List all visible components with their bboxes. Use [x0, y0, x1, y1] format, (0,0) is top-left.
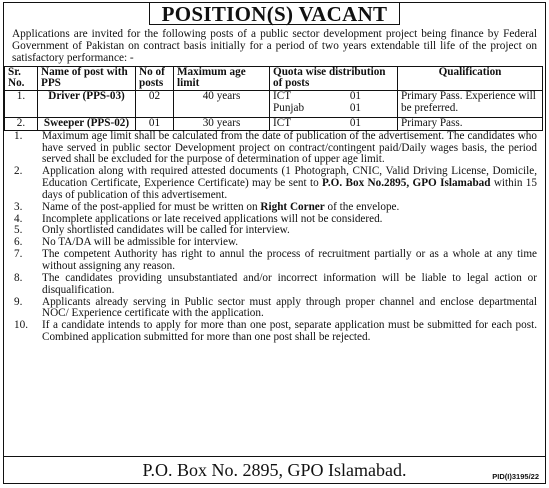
cell-qualification: Primary Pass.	[398, 118, 543, 131]
quota-line	[273, 118, 361, 130]
cell-qualification: Primary Pass. Experience will be preferred.	[398, 90, 543, 117]
quota-count: 01	[349, 101, 361, 114]
table-row	[5, 90, 543, 117]
cell-age: 30 years	[174, 118, 270, 131]
condition-number: 4.	[14, 212, 23, 225]
header-age: Maximum age limit	[174, 66, 270, 90]
condition-fragment: The competent Authority has right to annul the process of recruitment partially or as a whole at any time without assigning any reason.	[42, 248, 537, 272]
condition-text	[42, 273, 537, 297]
condition-number: 6.	[14, 236, 23, 249]
condition-text	[42, 320, 537, 344]
condition-emphasis: P.O. Box No.2895, GPO Islamabad	[322, 177, 491, 190]
cell-quota	[270, 90, 398, 117]
header-count: No of posts	[136, 66, 174, 90]
condition-text	[42, 297, 537, 321]
condition-fragment: Only shortlisted candidates will be called for interview.	[42, 224, 290, 237]
condition-item	[12, 320, 537, 344]
condition-number: 5.	[14, 224, 23, 237]
condition-fragment: Application along with required attested documents (1 Photograph, CNIC, Valid Driving License, Domicile, Education Certificate, Experience Certificate) may be sent to	[42, 165, 537, 190]
posts-table	[4, 66, 543, 131]
cell-count: 02	[136, 90, 174, 117]
quota-region: ICT	[273, 117, 292, 130]
condition-item	[12, 166, 537, 202]
quota-count: 01	[349, 117, 361, 130]
quota-line	[273, 103, 361, 115]
cell-sr: 2.	[5, 118, 38, 131]
condition-number: 1.	[14, 129, 23, 142]
quota-count: 01	[349, 89, 361, 102]
condition-number: 10.	[14, 319, 28, 332]
header-quota: Quota wise distribution of posts	[270, 66, 398, 90]
cell-count: 01	[136, 118, 174, 131]
cell-age: 40 years	[174, 90, 270, 117]
intro-text: Applications are invited for the following posts of a public sector development project being finance by Federal Government of Pakistan on contract basis initially for a period of two years extendable till life of the project on satisfactory performance: -	[12, 28, 537, 64]
condition-item	[12, 131, 537, 167]
condition-number: 2.	[14, 165, 23, 178]
cell-quota	[270, 118, 398, 131]
quota-line	[273, 91, 361, 103]
pid-number: PID(I)3195/22	[492, 472, 539, 481]
condition-fragment: of the envelope.	[324, 200, 400, 213]
conditions-list	[4, 131, 545, 344]
header-post: Name of post with PPS	[38, 66, 136, 90]
cell-post: Driver (PPS-03)	[38, 90, 136, 117]
condition-fragment: If a candidate intends to apply for more than one post, separate application must be submitted for each post. Combined application submitted for more than one post shall be rejected.	[42, 319, 537, 344]
condition-item	[12, 249, 537, 273]
table-row	[5, 118, 543, 131]
condition-number: 3.	[14, 200, 23, 213]
condition-fragment: No TA/DA will be admissible for interview.	[42, 236, 239, 249]
condition-fragment: Incomplete applications or late received applications will not be considered.	[42, 212, 383, 225]
header-qualification: Qualification	[398, 66, 543, 90]
advertisement	[3, 2, 546, 484]
table-header-row	[5, 66, 543, 90]
condition-number: 8.	[14, 271, 23, 284]
condition-fragment: Applicants already serving in Public sector must apply through proper channel and enclose departmental NOC/ Experience certificate with the application.	[42, 295, 537, 320]
condition-number: 7.	[14, 248, 23, 261]
condition-item	[12, 273, 537, 297]
condition-text	[42, 166, 537, 202]
page-title: POSITION(S) VACANT	[149, 3, 401, 25]
quota-region: Punjab	[273, 101, 305, 114]
condition-text	[42, 249, 537, 273]
quota-region: ICT	[273, 89, 292, 102]
condition-fragment: Maximum age limit shall be calculated from the date of publication of the advertisement. The candidates who have served in public sector Development project on contract/contingent paid/Daily wages basis, the period served shall be excluded for the purpose of determination of upper age limit.	[42, 129, 537, 166]
condition-fragment: Name of the post-applied for must be written on	[42, 200, 261, 213]
condition-number: 9.	[14, 295, 23, 308]
cell-post: Sweeper (PPS-02)	[38, 118, 136, 131]
condition-fragment: within 15 days of publication of this advertisement.	[42, 177, 537, 201]
footer-address: P.O. Box No. 2895, GPO Islamabad.	[4, 456, 545, 483]
condition-item	[12, 297, 537, 321]
cell-sr: 1.	[5, 90, 38, 117]
condition-fragment: The candidates providing unsubstantiated and/or incorrect information will be liable to legal action or disqualification.	[42, 271, 537, 296]
condition-text	[42, 131, 537, 167]
title-bar	[4, 3, 545, 26]
condition-emphasis: Right Corner	[260, 200, 325, 213]
header-sr: Sr. No.	[5, 66, 38, 90]
